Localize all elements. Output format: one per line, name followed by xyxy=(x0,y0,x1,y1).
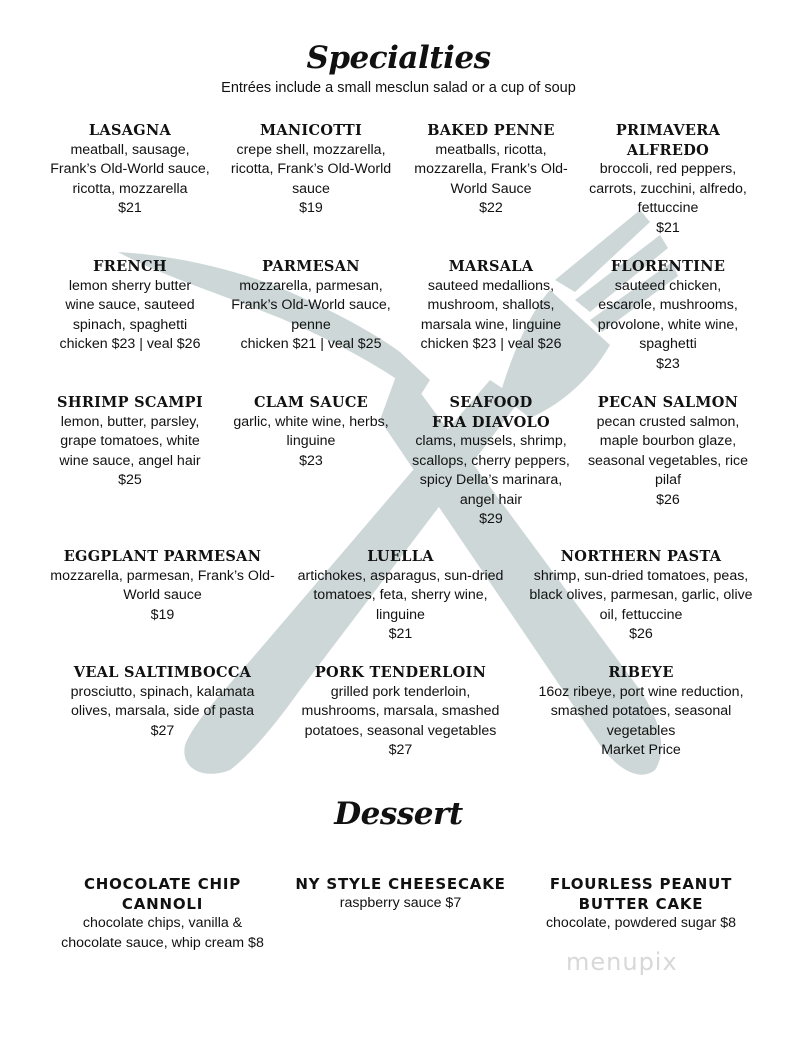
item-desc: chocolate chips, vanilla & xyxy=(82,915,243,931)
item-desc: mozzarella, parmesan, xyxy=(239,277,383,294)
dessert-item xyxy=(40,874,285,953)
item-desc: tomatoes, feta, sherry wine, xyxy=(313,587,488,603)
item-desc: spaghetti xyxy=(639,336,697,352)
menu-item xyxy=(516,663,766,761)
item-desc: spicy Della’s marinara, xyxy=(419,472,563,488)
specialties-header xyxy=(0,40,797,96)
menu-item xyxy=(40,547,285,625)
item-desc: chocolate, powdered sugar $8 xyxy=(545,915,737,931)
item-desc: raspberry sauce $7 xyxy=(339,895,462,911)
item-desc: Frank’s Old-World sauce, xyxy=(231,297,391,313)
item-desc: ricotta, Frank’s Old-World xyxy=(230,161,392,177)
dessert-header xyxy=(0,796,797,832)
item-desc: olives, marsala, side of pasta xyxy=(71,703,254,719)
item-price: $22 xyxy=(479,200,503,216)
item-name: FLOURLESS PEANUT BUTTER CAKE xyxy=(549,875,733,913)
item-price: $23 xyxy=(656,355,680,372)
item-desc: black olives, parmesan, garlic, olive xyxy=(529,587,753,603)
item-desc: broccoli, red peppers, xyxy=(599,161,737,177)
item-price: $21 xyxy=(656,219,680,236)
item-name: PRIMAVERA ALFREDO xyxy=(615,122,721,159)
menu-item xyxy=(40,121,220,219)
menu-item xyxy=(578,121,758,238)
item-price: $26 xyxy=(629,626,653,642)
item-name: LUELLA xyxy=(367,548,434,565)
item-name: SEAFOOD FRA DIAVOLO xyxy=(432,394,550,431)
item-desc: seasonal vegetables, rice xyxy=(587,452,749,469)
item-desc: clams, mussels, shrimp, xyxy=(415,433,567,449)
menu-item xyxy=(40,663,285,741)
item-name: FRENCH xyxy=(93,258,167,275)
item-desc: oil, fettuccine xyxy=(599,606,683,623)
item-desc: lemon sherry butter xyxy=(68,277,192,294)
item-desc: shrimp, sun-dried tomatoes, peas, xyxy=(533,567,749,584)
item-name: RIBEYE xyxy=(608,664,674,681)
menu-item xyxy=(401,257,581,355)
item-desc: spinach, spaghetti xyxy=(72,316,188,333)
item-desc: garlic, white wine, herbs, xyxy=(233,413,389,430)
menu-item xyxy=(578,393,758,510)
menu-item xyxy=(40,257,220,355)
menu-item xyxy=(221,393,401,471)
item-desc: fettuccine xyxy=(637,200,699,216)
item-desc: meatballs, ricotta, xyxy=(435,141,547,158)
item-price: $21 xyxy=(118,200,142,216)
item-price: $19 xyxy=(299,200,323,216)
item-desc: marsala wine, linguine xyxy=(420,316,562,333)
item-name: PECAN SALMON xyxy=(597,394,739,411)
item-name: PARMESAN xyxy=(262,258,360,275)
item-price: Market Price xyxy=(601,742,681,758)
item-desc: wine sauce, sauteed xyxy=(65,297,195,313)
specialties-title: Specialties xyxy=(306,40,491,76)
item-desc: Frank’s Old-World sauce, xyxy=(50,161,210,177)
item-desc: carrots, zucchini, alfredo, xyxy=(589,180,747,197)
item-desc: chocolate sauce, whip cream $8 xyxy=(61,934,264,951)
item-desc: World sauce xyxy=(123,587,202,603)
item-name: PORK TENDERLOIN xyxy=(314,664,487,681)
watermark: menupix xyxy=(566,948,678,976)
item-desc: linguine xyxy=(376,606,425,623)
item-name: BAKED PENNE xyxy=(427,122,555,139)
item-name: CHOCOLATE CHIP CANNOLI xyxy=(83,875,242,913)
item-desc: crepe shell, mozzarella, xyxy=(236,141,386,158)
item-name: VEAL SALTIMBOCCA xyxy=(73,664,252,681)
dessert-item xyxy=(278,874,523,914)
item-price: $19 xyxy=(150,606,175,623)
menu-item xyxy=(40,393,220,491)
item-name: NORTHERN PASTA xyxy=(560,548,722,565)
item-name: MARSALA xyxy=(448,258,534,275)
item-desc: sauteed chicken, xyxy=(614,277,722,294)
item-desc: smashed potatoes, seasonal xyxy=(550,703,732,719)
item-desc: sauce xyxy=(292,180,330,197)
item-desc: potatoes, seasonal vegetables xyxy=(304,722,497,739)
item-desc: World Sauce xyxy=(450,180,532,197)
item-desc: penne xyxy=(291,316,331,333)
item-price: chicken $23 | veal $26 xyxy=(420,336,562,352)
item-desc: sauteed medallions, xyxy=(427,277,555,294)
item-desc: lemon, butter, parsley, xyxy=(60,413,200,430)
menu-item xyxy=(278,663,523,761)
menu-item xyxy=(401,393,581,530)
item-desc: angel hair xyxy=(459,491,523,508)
item-name: FLORENTINE xyxy=(610,258,726,275)
item-desc: meatball, sausage, xyxy=(70,141,190,158)
item-name: LASAGNA xyxy=(88,122,172,139)
item-desc: mushrooms, marsala, smashed xyxy=(301,703,500,719)
menu-item xyxy=(221,257,401,355)
menu-item xyxy=(578,257,758,374)
item-desc: artichokes, asparagus, sun-dried xyxy=(297,567,504,584)
item-desc: ricotta, mozzarella xyxy=(72,180,188,197)
item-price: $23 xyxy=(299,452,323,469)
item-name: NY STYLE CHEESECAKE xyxy=(295,875,506,893)
item-desc: mozzarella, parmesan, Frank’s Old- xyxy=(50,567,275,584)
menu-item xyxy=(401,121,581,219)
item-name: CLAM SAUCE xyxy=(253,394,369,411)
item-name: MANICOTTI xyxy=(259,122,363,139)
item-name: EGGPLANT PARMESAN xyxy=(63,548,262,565)
item-price: $27 xyxy=(150,722,175,739)
menu-item xyxy=(516,547,766,645)
item-name: SHRIMP SCAMPI xyxy=(57,394,203,411)
item-desc: mushroom, shallots, xyxy=(427,297,555,313)
item-desc: grilled pork tenderloin, xyxy=(330,683,471,700)
item-price: $27 xyxy=(388,742,413,758)
item-price: $21 xyxy=(388,626,413,642)
menu-item xyxy=(221,121,401,219)
item-desc: escarole, mushrooms, xyxy=(598,297,738,313)
item-desc: pecan crusted salmon, xyxy=(596,413,740,430)
item-price: $26 xyxy=(656,491,680,508)
item-desc: maple bourbon glaze, xyxy=(599,433,737,449)
specialties-subtitle: Entrées include a small mesclun salad or a cup of soup xyxy=(221,80,576,96)
item-desc: linguine xyxy=(286,433,336,449)
item-desc: mozzarella, Frank’s Old- xyxy=(414,161,568,177)
item-desc: pilaf xyxy=(654,472,682,488)
item-price: chicken $21 | veal $25 xyxy=(240,336,382,352)
item-price: $29 xyxy=(479,511,503,527)
item-desc: 16oz ribeye, port wine reduction, xyxy=(538,683,744,700)
item-desc: prosciutto, spinach, kalamata xyxy=(70,683,255,700)
dessert-item xyxy=(516,874,766,934)
item-desc: wine sauce, angel hair xyxy=(59,452,201,469)
item-price: $25 xyxy=(118,472,142,488)
item-desc: vegetables xyxy=(606,722,676,739)
dessert-title: Dessert xyxy=(334,796,463,832)
item-desc: grape tomatoes, white xyxy=(60,433,200,449)
item-price: chicken $23 | veal $26 xyxy=(59,336,201,352)
item-desc: scallops, cherry peppers, xyxy=(412,452,570,469)
menu-item xyxy=(278,547,523,645)
item-desc: provolone, white wine, xyxy=(597,316,739,333)
